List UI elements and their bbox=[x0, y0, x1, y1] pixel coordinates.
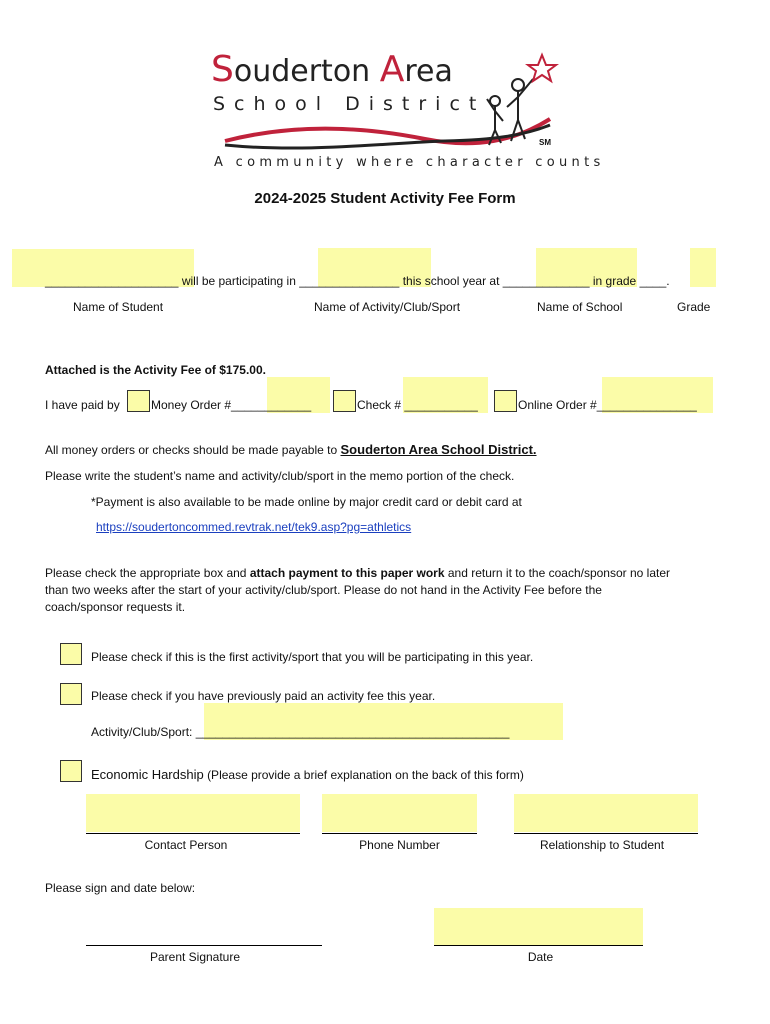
logo-subtitle: School District bbox=[213, 93, 486, 115]
economic-hardship-title: Economic Hardship bbox=[91, 767, 204, 782]
student-blank: ____________________ bbox=[45, 274, 179, 288]
date-line bbox=[434, 945, 643, 946]
check-label: Check # ___________ bbox=[357, 398, 478, 412]
participation-text-2: this school year at bbox=[402, 274, 500, 288]
economic-hardship-note: (Please provide a brief explanation on the back of this form) bbox=[207, 768, 524, 782]
previously-paid-checkbox[interactable] bbox=[60, 683, 82, 705]
phone-number-label: Phone Number bbox=[359, 838, 440, 852]
first-activity-label: Please check if this is the first activity/sport that you will be participating in this year. bbox=[91, 650, 534, 664]
fee-attached-text: Attached is the Activity Fee of $175.00. bbox=[45, 363, 266, 377]
online-payment-link[interactable]: https://soudertoncommed.revtrak.net/tek9.asp?pg=athletics bbox=[96, 520, 412, 534]
relationship-field[interactable] bbox=[514, 794, 698, 832]
online-order-label: Online Order #_______________ bbox=[518, 398, 697, 412]
participation-text-1: will be participating in bbox=[181, 274, 296, 288]
participation-sentence bbox=[45, 274, 670, 288]
previously-paid-label: Please check if you have previously paid an activity fee this year. bbox=[91, 689, 436, 703]
date-field[interactable] bbox=[434, 908, 643, 945]
relationship-line bbox=[514, 833, 698, 834]
logo-tagline: A community where character counts bbox=[214, 155, 605, 170]
date-label: Date bbox=[527, 950, 554, 964]
parent-signature-line[interactable] bbox=[86, 945, 322, 946]
grade-blank: ____. bbox=[639, 274, 670, 288]
form-title: 2024-2025 Student Activity Fee Form bbox=[254, 190, 516, 207]
sign-prompt: Please sign and date below: bbox=[45, 881, 196, 895]
instructions-line-2: than two weeks after the start of your activity/club/sport. Please do not hand in the Activity Fee before the bbox=[45, 583, 602, 597]
money-order-checkbox[interactable] bbox=[127, 390, 150, 412]
check-checkbox[interactable] bbox=[333, 390, 356, 412]
relationship-label: Relationship to Student bbox=[539, 838, 665, 852]
instructions-text-c: and return it to the coach/sponsor no later bbox=[447, 566, 671, 580]
logo-title: Souderton Area bbox=[211, 49, 453, 90]
instructions-line-3: coach/sponsor requests it. bbox=[45, 600, 186, 614]
previous-activity-line bbox=[91, 725, 509, 739]
phone-number-line bbox=[322, 833, 477, 834]
school-blank: _____________ bbox=[502, 274, 590, 288]
memo-instruction: Please write the student’s name and activity/club/sport in the memo portion of the check. bbox=[45, 469, 515, 483]
economic-hardship-line bbox=[91, 767, 524, 782]
economic-hardship-checkbox[interactable] bbox=[60, 760, 82, 782]
grade-field[interactable] bbox=[690, 248, 716, 287]
previous-activity-label: Activity/Club/Sport: bbox=[91, 725, 193, 739]
label-school-name: Name of School bbox=[537, 300, 623, 314]
previous-activity-blank: _______________________________________________ bbox=[195, 725, 510, 739]
activity-blank: _______________ bbox=[299, 274, 400, 288]
payable-text: All money orders or checks should be made payable to bbox=[45, 443, 338, 457]
label-student-name: Name of Student bbox=[73, 300, 164, 314]
contact-person-field[interactable] bbox=[86, 794, 300, 832]
contact-person-line bbox=[86, 833, 300, 834]
instructions-text-a: Please check the appropriate box and bbox=[45, 566, 247, 580]
instructions-line-1 bbox=[45, 566, 670, 580]
parent-signature-label: Parent Signature bbox=[149, 950, 241, 964]
district-logo bbox=[205, 45, 605, 175]
instructions-text-bold: attach payment to this paper work bbox=[249, 566, 445, 580]
online-order-checkbox[interactable] bbox=[494, 390, 517, 412]
contact-person-label: Contact Person bbox=[144, 838, 228, 852]
payable-district: Souderton Area School District. bbox=[340, 442, 537, 457]
money-order-label: Money Order #____________ bbox=[151, 398, 312, 412]
online-payment-note: *Payment is also available to be made online by major credit card or debit card at bbox=[91, 495, 522, 509]
paid-by-label: I have paid by bbox=[45, 398, 120, 412]
service-mark: SM bbox=[539, 138, 551, 147]
participation-text-3: in grade bbox=[592, 274, 637, 288]
star-icon bbox=[528, 55, 556, 81]
label-grade: Grade bbox=[677, 300, 711, 314]
payable-line bbox=[45, 442, 537, 457]
first-activity-checkbox[interactable] bbox=[60, 643, 82, 665]
label-activity-name: Name of Activity/Club/Sport bbox=[314, 300, 461, 314]
phone-number-field[interactable] bbox=[322, 794, 477, 832]
